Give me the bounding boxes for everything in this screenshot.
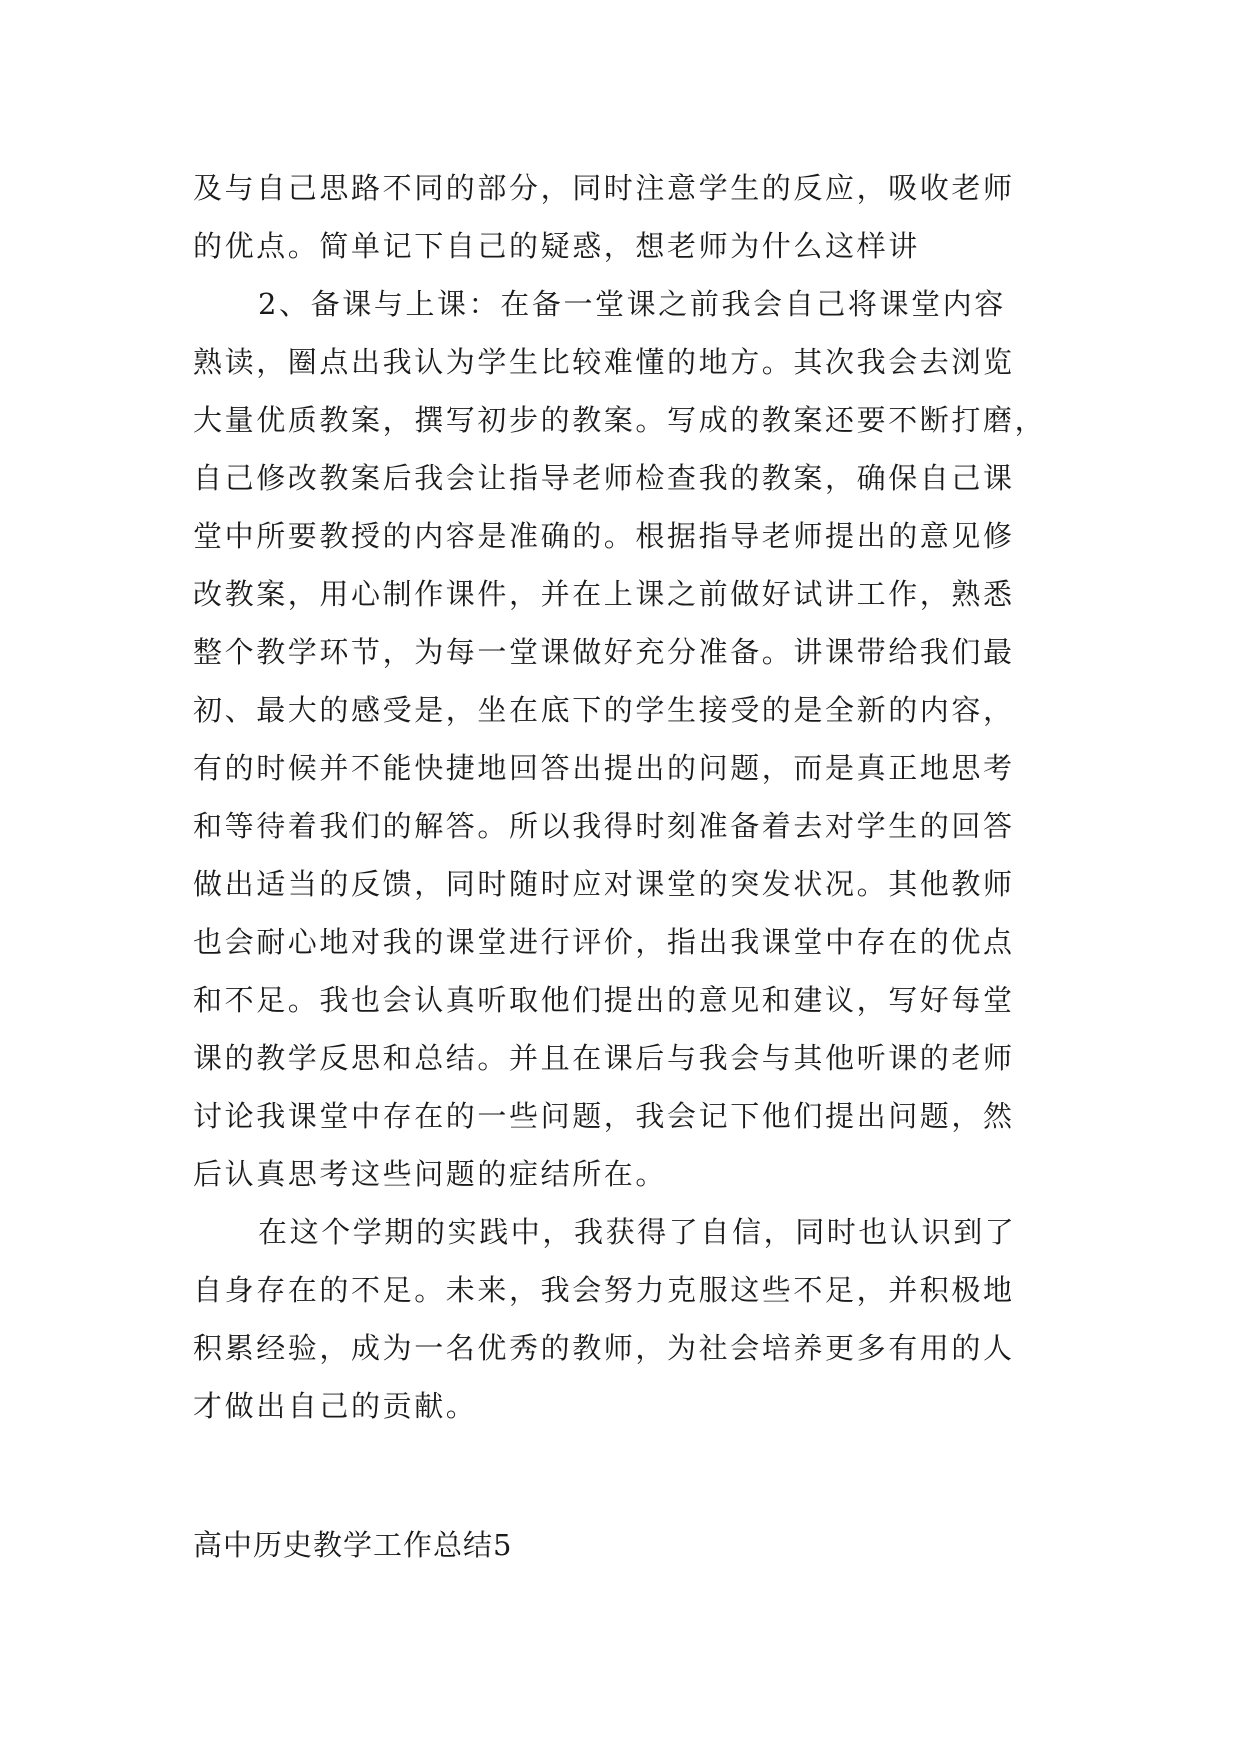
text-line: 后认真思考这些问题的症结所在。	[193, 1157, 668, 1191]
text-line: 课的教学反思和总结。并且在课后与我会与其他听课的老师	[193, 1041, 1015, 1075]
text-line: 也会耐心地对我的课堂进行评价，指出我课堂中存在的优点	[193, 925, 1015, 959]
text-line: 的优点。简单记下自己的疑惑，想老师为什么这样讲	[193, 229, 920, 263]
text-line: 改教案，用心制作课件，并在上课之前做好试讲工作，熟悉	[193, 577, 1015, 611]
text-line: 初、最大的感受是，坐在底下的学生接受的是全新的内容，	[193, 693, 1015, 727]
text-line: 积累经验，成为一名优秀的教师，为社会培养更多有用的人	[193, 1331, 1015, 1365]
text-line: 才做出自己的贡献。	[193, 1389, 478, 1423]
text-line: 大量优质教案，撰写初步的教案。写成的教案还要不断打磨，	[193, 403, 1047, 437]
text-line: 2、备课与上课：在备一堂课之前我会自己将课堂内容	[258, 287, 1006, 321]
text-line: 做出适当的反馈，同时随时应对课堂的突发状况。其他教师	[193, 867, 1015, 901]
text-line: 堂中所要教授的内容是准确的。根据指导老师提出的意见修	[193, 519, 1015, 553]
text-line: 熟读，圈点出我认为学生比较难懂的地方。其次我会去浏览	[193, 345, 1015, 379]
text-line: 及与自己思路不同的部分，同时注意学生的反应，吸收老师	[193, 171, 1015, 205]
text-line: 自己修改教案后我会让指导老师检查我的教案，确保自己课	[193, 461, 1015, 495]
text-line: 有的时候并不能快捷地回答出提出的问题，而是真正地思考	[193, 751, 1015, 785]
text-line: 和不足。我也会认真听取他们提出的意见和建议，写好每堂	[193, 983, 1015, 1017]
text-line: 讨论我课堂中存在的一些问题，我会记下他们提出问题，然	[193, 1099, 1015, 1133]
text-line: 整个教学环节，为每一堂课做好充分准备。讲课带给我们最	[193, 635, 1015, 669]
text-line: 和等待着我们的解答。所以我得时刻准备着去对学生的回答	[193, 809, 1015, 843]
text-line: 在这个学期的实践中，我获得了自信，同时也认识到了	[258, 1215, 1017, 1249]
section-title: 高中历史教学工作总结5	[193, 1528, 513, 1562]
text-line: 自身存在的不足。未来，我会努力克服这些不足，并积极地	[193, 1273, 1015, 1307]
